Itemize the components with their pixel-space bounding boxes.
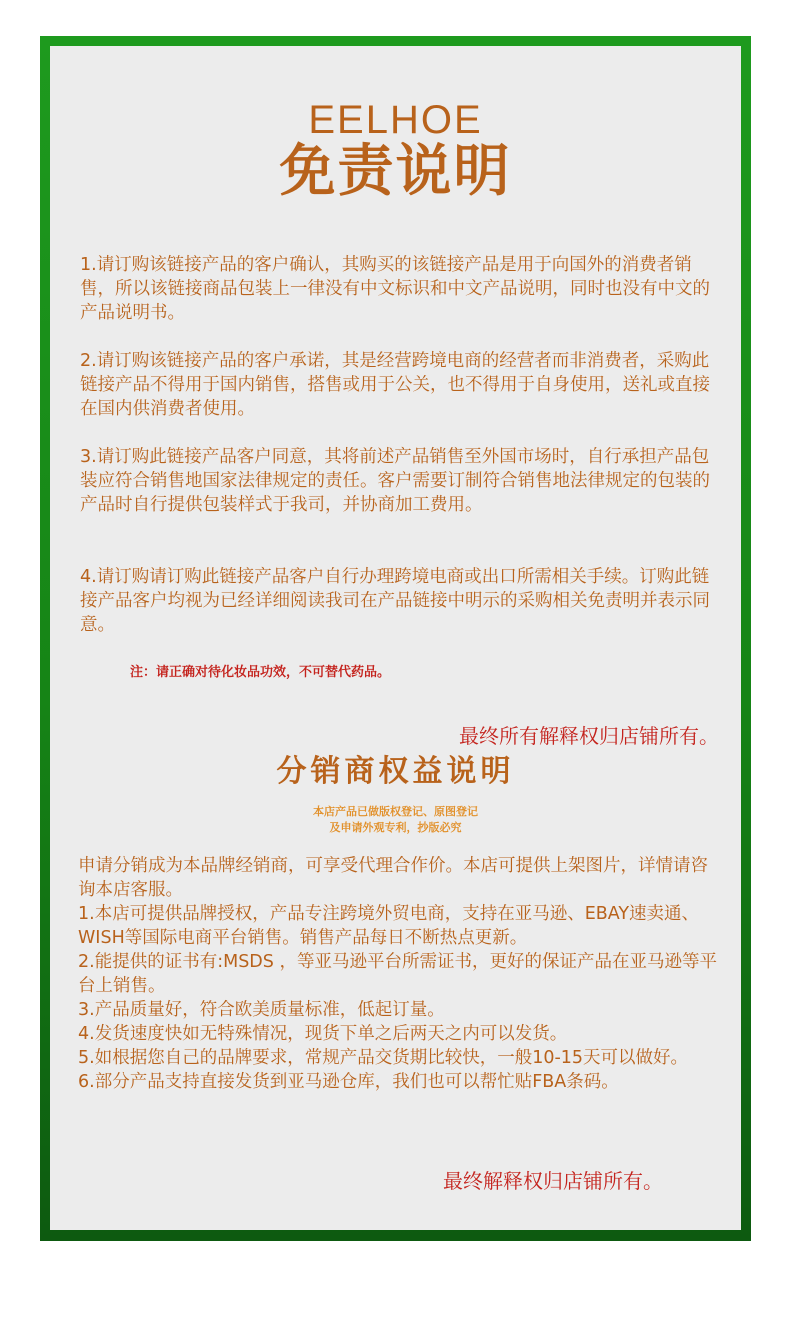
final-interpretation-statement: 最终解释权归店铺所有。 bbox=[443, 1169, 663, 1193]
final-rights-statement: 最终所有解释权归店铺所有。 bbox=[459, 724, 719, 748]
disclaimer-panel bbox=[50, 46, 741, 1230]
distributor-intro: 申请分销成为本品牌经销商，可享受代理合作价。本店可提供上架图片，详情请咨询本店客服。 bbox=[78, 856, 708, 900]
page-title: 免责说明 bbox=[279, 139, 512, 204]
distributor-item: 4.发货速度快如无特殊情况，现货下单之后两天之内可以发货。 bbox=[78, 1024, 568, 1044]
disclaimer-paragraph-3: 3.请订购此链接产品客户同意，其将前述产品销售至外国市场时，自行承担产品包装应符合销售地国家法律规定的责任。客户需要订制符合销售地法律规定的包装的产品时自行提供包装样式于我司，并协商加工费用。 bbox=[80, 447, 710, 515]
disclaimer-paragraph-2: 2.请订购该链接产品的客户承诺，其是经营跨境电商的经营者而非消费者，采购此链接产品不得用于国内销售，搭售或用于公关，也不得用于自身使用，送礼或直接在国内供消费者使用。 bbox=[80, 351, 710, 419]
distributor-item: 5.如根据您自己的品牌要求，常规产品交货期比较快，一般10-15天可以做好。 bbox=[78, 1048, 689, 1068]
brand-name: EELHOE bbox=[308, 98, 483, 142]
distributor-item: 2.能提供的证书有:MSDS ，等亚马逊平台所需证书，更好的保证产品在亚马逊等平台上销售。 bbox=[78, 952, 717, 996]
distributor-item: 1.本店可提供品牌授权，产品专注跨境外贸电商，支持在亚马逊、EBAY速卖通、WISH等国际电商平台销售。销售产品每日不断热点更新。 bbox=[78, 904, 700, 948]
distributor-item: 3.产品质量好，符合欧美质量标准，低起订量。 bbox=[78, 1000, 445, 1020]
copyright-notice-line: 及申请外观专利，抄版必究 bbox=[329, 821, 462, 834]
distributor-benefits bbox=[78, 854, 723, 1094]
disclaimer-paragraph-1: 1.请订购该链接产品的客户确认，其购买的该链接产品是用于向国外的消费者销售，所以该链接商品包装上一律没有中文标识和中文产品说明，同时也没有中文的产品说明书。 bbox=[80, 255, 710, 323]
copyright-notice-line: 本店产品已做版权登记、原图登记 bbox=[313, 805, 478, 818]
disclaimer-paragraph-4: 4.请订购请订购此链接产品客户自行办理跨境电商或出口所需相关手续。订购此链接产品客户均视为已经详细阅读我司在产品链接中明示的采购相关免责明并表示同意。 bbox=[80, 567, 710, 635]
cosmetics-note: 注：请正确对待化妆品功效，不可替代药品。 bbox=[130, 665, 391, 680]
green-frame bbox=[40, 36, 751, 1241]
distributor-item: 6.部分产品支持直接发货到亚马逊仓库，我们也可以帮忙贴FBA条码。 bbox=[78, 1072, 619, 1092]
distributor-title: 分销商权益说明 bbox=[276, 754, 515, 789]
